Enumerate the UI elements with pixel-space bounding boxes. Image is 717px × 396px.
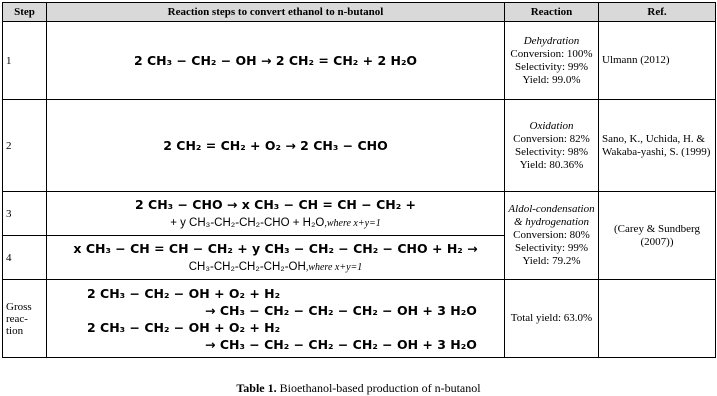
reaction-stat: Conversion: 82% [513, 132, 590, 145]
reaction-equation: 2 CH₂ = CH₂ + O₂ → 2 CH₃ − CHO [47, 100, 505, 192]
equation-line: + y CH₃-CH₂-CH₂-CHO + H₂O [170, 216, 325, 229]
header-step: Step [3, 3, 47, 22]
equation-condition: ,where x+y=1 [305, 261, 363, 273]
step-number: Gross reac-tion [3, 280, 47, 358]
reference [599, 280, 716, 358]
equation-line: 2 CH₃ − CH₂ − OH + O₂ + H₂ [87, 319, 281, 335]
reaction-equation [47, 280, 505, 358]
caption-text: Bioethanol-based production of n-butanol [276, 381, 481, 395]
table-row [3, 100, 716, 192]
table-row [3, 192, 716, 236]
reaction-cell [505, 100, 599, 192]
equation-line: 2 CH₃ − CHO → x CH₃ − CH = CH − CH₂ + [134, 196, 417, 212]
equation-line: x CH₃ − CH = CH − CH₂ + y CH₃ − CH₂ − CH₂ − CHO + H₂ → [73, 240, 478, 256]
reaction-stat: Yield: 80.36% [519, 158, 584, 171]
header-ref: Ref. [599, 3, 716, 22]
reaction-table [2, 2, 716, 358]
equation-line: → CH₃ − CH₂ − CH₂ − CH₂ − OH + 3 H₂O [205, 336, 477, 352]
reaction-name: Aldol-condensation & hydrogenation [508, 203, 595, 228]
table-row [3, 280, 716, 358]
reaction-name: Oxidation [529, 119, 574, 132]
equation-line: → CH₃ − CH₂ − CH₂ − CH₂ − OH + 3 H₂O [205, 302, 477, 318]
reaction-stat: Selectivity: 99% [514, 60, 588, 73]
step-number: 3 [3, 192, 47, 236]
step-number: 4 [3, 236, 47, 280]
reaction-stat: Conversion: 80% [513, 229, 590, 241]
equation-line: CH₃-CH₂-CH₂-CH₂-OH [188, 260, 306, 273]
total-yield: Total yield: 63.0% [505, 280, 599, 358]
reaction-stat: Conversion: 100% [510, 47, 593, 60]
reference-merged: (Carey & Sundberg (2007)) [599, 192, 716, 280]
reaction-equation [47, 192, 505, 236]
header-reaction: Reaction [505, 3, 599, 22]
equation-line: 2 CH₃ − CH₂ − OH + O₂ + H₂ [87, 285, 281, 301]
reference: Ulmann (2012) [599, 22, 716, 100]
table-row [3, 22, 716, 100]
table-header-row [3, 3, 716, 22]
reaction-stat: Selectivity: 98% [514, 145, 588, 158]
reaction-equation: 2 CH₃ − CH₂ − OH → 2 CH₂ = CH₂ + 2 H₂O [47, 22, 505, 100]
reaction-stat: Yield: 99.0% [522, 73, 581, 86]
table-caption [0, 381, 717, 396]
reaction-cell-merged [505, 192, 599, 280]
reference: Sano, K., Uchida, H. & Wakaba-yashi, S. (1999) [599, 100, 716, 192]
reaction-stat: Selectivity: 99% [514, 242, 588, 254]
caption-label: Table 1. [236, 381, 277, 395]
reaction-cell [505, 22, 599, 100]
reaction-equation [47, 236, 505, 280]
header-reaction-steps: Reaction steps to convert ethanol to n-butanol [47, 3, 505, 22]
equation-condition: ,where x+y=1 [324, 217, 381, 229]
reaction-stat: Yield: 79.2% [522, 255, 581, 267]
step-number: 2 [3, 100, 47, 192]
step-number: 1 [3, 22, 47, 100]
reaction-name: Dehydration [523, 34, 580, 47]
